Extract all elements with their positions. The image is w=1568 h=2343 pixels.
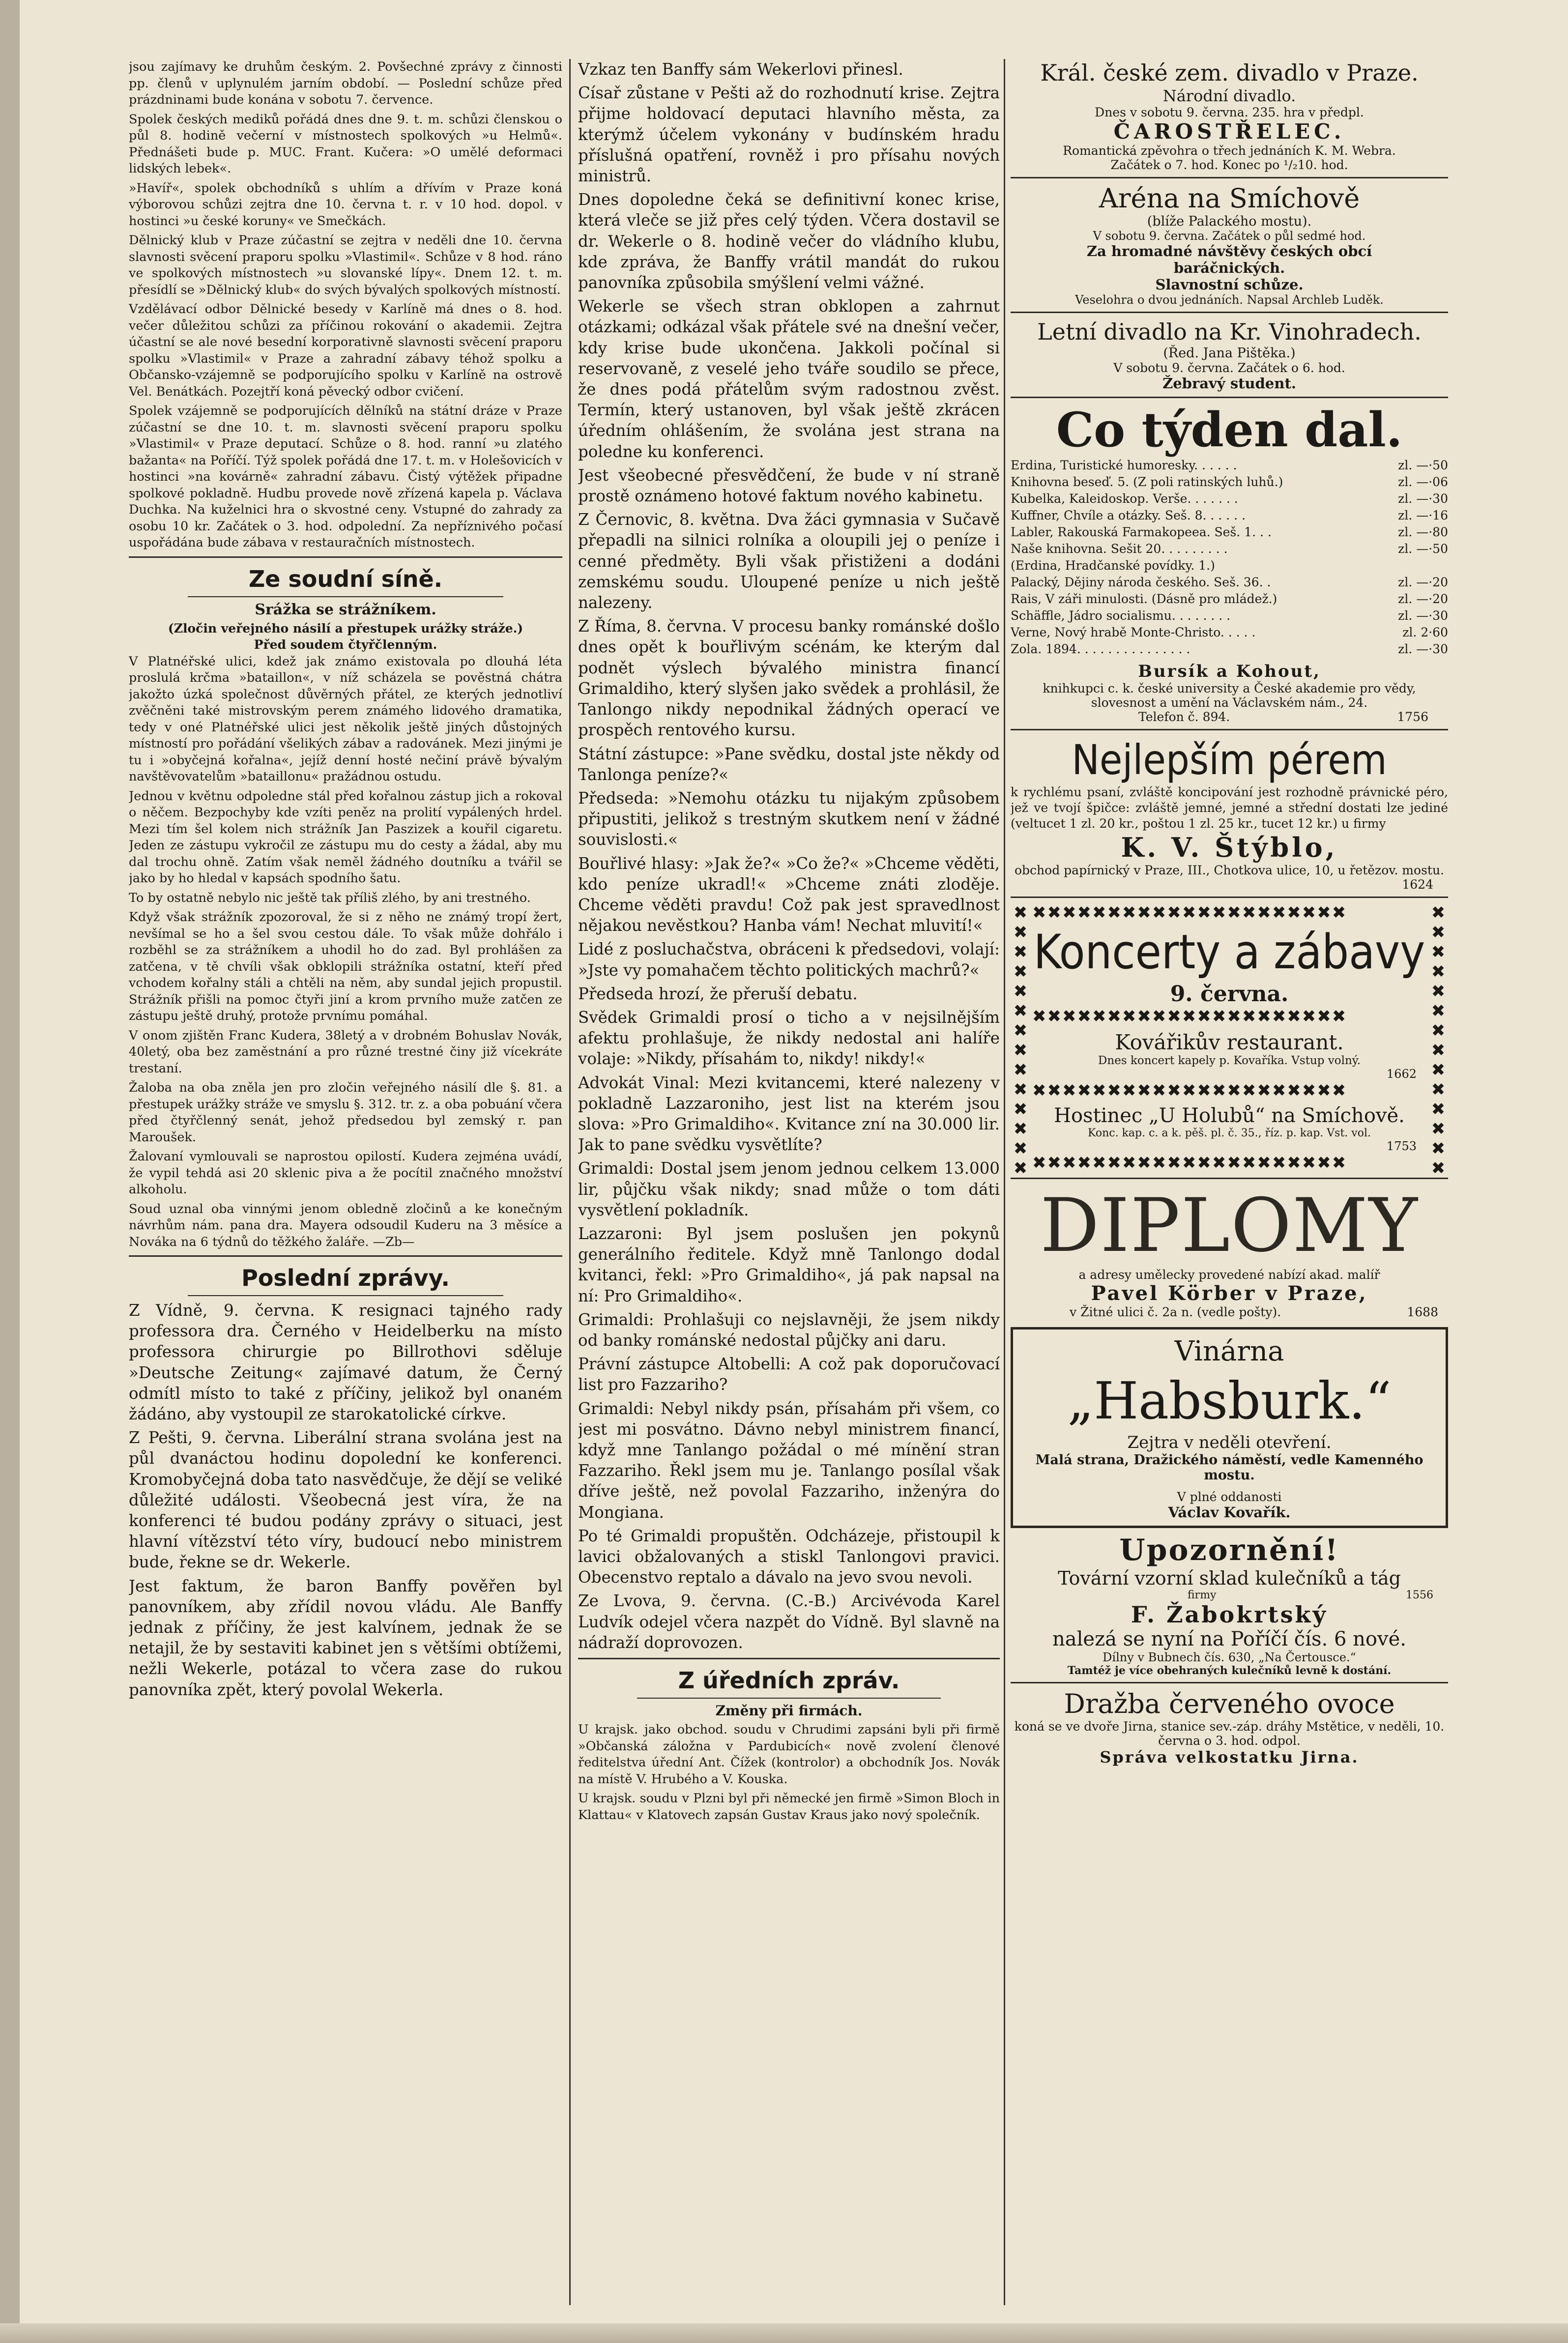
book-title: Palacký, Dějiny národa českého. Seš. 36. . — [1011, 575, 1271, 589]
article-title: Srážka se strážníkem. — [255, 601, 436, 618]
paragraph: U krajsk. soudu v Plzni byl při německé jen firmě »Simon Bloch in Klattau« v Klatovech zapsán Gustav Kraus jako nový společník. — [578, 1791, 1000, 1822]
book-title: Naše knihovna. Sešit 20. . . . . . . . . — [1011, 542, 1228, 556]
paragraph: Jednou v květnu odpoledne stál před kořalnou zástup jich a rokoval o něčem. Bezpochyby kde vzíti peněz na prolití vypálených hrdel. Mezi tím šel kolem nich strážník Jan Paszizek a kouřil cigaretu. Jeden ze zástupu vykročil ze zástupu mu do cesty a žádal, aby mu dal trochu ohně. Zatím však neměl žádného doutníku a tvářil se jako by ho hledal v kapsách spodního šatu. — [129, 788, 562, 886]
ad-subtitle: Národní divadlo. — [1162, 87, 1296, 105]
article-title: Změny při firmách. — [715, 1703, 863, 1719]
book-title: Labler, Rakouská Farmakopeea. Seš. 1. . . — [1011, 525, 1272, 539]
book-title: (Erdina, Hradčanské povídky. 1.) — [1011, 558, 1215, 573]
ad-arena-smichov — [1011, 183, 1448, 307]
divider — [188, 596, 503, 597]
book-price: zl. —·30 — [1398, 608, 1448, 623]
page-left-edge — [0, 0, 20, 2343]
ad-address-row — [1011, 1305, 1448, 1319]
section-title-office: Z úředních zpráv. — [678, 1667, 900, 1694]
ad-title: Aréna na Smíchově — [1099, 183, 1360, 214]
divider — [1011, 397, 1448, 398]
decorative-x-border: ✖✖✖✖✖✖✖✖✖✖✖✖✖✖✖✖✖✖✖✖✖ — [1032, 1007, 1347, 1026]
divider — [578, 1658, 1000, 1659]
ad-number: 1753 — [1386, 1139, 1417, 1153]
paragraph: Advokát Vinal: Mezi kvitancemi, které nalezeny v pokladně Lazzaroniho, jest list na kterém jsou slova: »Pro Grimaldiho«. Kvitance zní na 30.000 lir. Jak to pane svědku vysvětlíte? — [578, 1073, 1000, 1155]
ad-national-theatre — [1011, 59, 1448, 172]
ad-line: knihkupci c. k. české university a České akademie pro vědy, slovesnost a umění na Václavském nám., 24. — [1043, 681, 1416, 710]
paragraph: Lazzaroni: Byl jsem poslušen jen pokynů generálního ředitele. Když mně Tanlongo dodal kvitanci, řekl: »Pro Grimaldiho«, já pak napsal na ní: Pro Grimaldiho«. — [578, 1224, 1000, 1305]
ad-number: 1662 — [1386, 1067, 1417, 1081]
paragraph: Právní zástupce Altobelli: A což pak doporučovací list pro Fazzariho? — [578, 1355, 1000, 1394]
ad-number: 1556 — [1406, 1589, 1433, 1601]
section-title-news: Poslední zprávy. — [241, 1265, 450, 1291]
ad-restaurant: Hostinec „U Holubů“ na Smíchově. — [1054, 1104, 1405, 1127]
paragraph: Po té Grimaldi propuštěn. Odcházeje, přistoupil k lavici obžalovaných a stiskl Tanlongovi pravici. Obecenstvo reptalo a dávalo na jevo svou nevoli. — [578, 1526, 1000, 1587]
ad-line: obchod papírnický v Praze, III., Chotkova ulice, 10, u řetězov. mostu. — [1015, 863, 1444, 877]
ad-concerts — [1011, 903, 1448, 1178]
paragraph: Spolek vzájemně se podporujících dělníků na státní dráze v Praze zúčastní se dne 10. t. m. slavnosti svěcení praporu spolku »Vlastimil« v Praze deputací. Schůze o 8. hod. ranní »u zlatého bažanta« na Poříčí. Týž spolek pořádá dne 17. t. m. v Holešovicích v hostinci »na kovárně« zahradní zábavu. Čistý výtěžek připadne spolkové pokladně. Hudbu provede nově zřízená kapela p. Václava Duchka. Na kuželnici hra o skvostné ceny. Vstupné do zahrady za osobu 10 kr. Začátek o 3. hod. odpolední. Za nepříznivého počasí uspořádána bude zábava v restauračních místnostech. — [129, 404, 562, 550]
ad-line: a adresy umělecky provedené nabízí akad. malíř — [1078, 1268, 1380, 1282]
book-row — [1011, 524, 1448, 541]
book-title: Kubelka, Kaleidoskop. Verše. . . . . . . — [1011, 492, 1238, 506]
ad-vinohrady-theatre — [1011, 318, 1448, 392]
ad-address: v Žitné ulici č. 2a n. (vedle pošty). — [1070, 1305, 1281, 1319]
ad-play: Žebravý student. — [1162, 375, 1296, 392]
ad-billiards — [1011, 1533, 1448, 1677]
ad-restaurant: Kovářikův restaurant. — [1115, 1030, 1344, 1054]
ad-firm: F. Žabokrtský — [1131, 1601, 1328, 1628]
ad-line: Dnes koncert kapely p. Kovaříka. Vstup volný. — [1098, 1054, 1361, 1067]
ad-top: Vinárna — [1174, 1335, 1284, 1367]
ad-line: Romantická zpěvohra o třech jednáních K. M. Webra. — [1063, 144, 1396, 158]
divider — [1011, 1682, 1448, 1683]
book-title: Kuffner, Chvíle a otázky. Seš. 8. . . . . . — [1011, 508, 1246, 522]
ad-signature: Správa velkostatku Jirna. — [1100, 1748, 1359, 1766]
paragraph: Žaloba na oba zněla jen pro zločin veřejného násilí dle §. 81. a přestupek urážky stráže ve smyslu §. 312. tr. z. a oba pobuání včera před čtyřčlenný senát, jehož předsedou byl zemský r. pan Maroušek. — [129, 1080, 562, 1145]
divider — [1011, 897, 1448, 898]
divider — [129, 556, 562, 558]
ad-firm: Pavel Körber v Praze, — [1091, 1282, 1368, 1305]
book-row — [1011, 591, 1448, 607]
book-title: Knihovna beseď. 5. (Z poli ratinských luhů.) — [1011, 475, 1283, 489]
book-price: zl. —·80 — [1398, 525, 1448, 539]
paragraph: Z Pešti, 9. června. Liberální strana svolána jest na půl dvanáctou hodinu dopolední ke konferenci. Kromobyčejná doba tato nasvědčuje, že dějí se veliké důležité události. Všeobecná jest víra, že na konferenci té budou podány zprávy o situaci, jest hlavní vítězství této víry, budoucí nebo ministrem bude, řekne se dr. Wekerle. — [129, 1428, 562, 1572]
column-3-advertisements — [1011, 59, 1448, 2320]
ad-number: 1688 — [1407, 1305, 1438, 1319]
ad-firm-row — [1011, 1589, 1448, 1601]
ad-wine-bar — [1011, 1327, 1448, 1528]
paragraph: V Platnéřské ulici, kdež jak známo existovala po dlouhá léta proslulá krčma »bataillon«, v níž scházela se pověstná chátra jakožto úzká společnost důvěrných přátel, ze kterých jednotliví zvěčněni také mistrovským perem známého lidového dramatika, tedy v oné Platnéřské ulici jest několik ještě jiných důstojných místností pro pořádání všelikých zábav a radovánek. Mezi jinými je tu i »obyčejná kořalna«, jejíž denní hosté nečiní právě bývalým navštěvovatelům »bataillonu« pražádnou ostudu. — [129, 654, 562, 784]
paragraph: Když však strážník zpozoroval, že si z něho ne známý tropí žert, nevšímal se ho a šel svou cestou dále. To však může dohřálo i rozběhl se za strážníkem a uhodil ho do zad. Byl prohlášen za zatčena, v tě chvíli však obklopili strážníka ostatní, kteří před vchodem kořalny stáli a chtěli na něm, aby sundal jejich propustil. Strážník přišli na pomoc čtyři jiní a krom prvního muže zatčen ze zástupu ještě druhý, protože prvnímu pomáhal. — [129, 910, 562, 1023]
book-title: Zola. 1894. . . . . . . . . . . . . . . — [1011, 642, 1191, 656]
ad-signature: Václav Kovařík. — [1168, 1504, 1291, 1521]
book-row — [1011, 541, 1448, 557]
paragraph: Soud uznal oba vinnými jenom obledně zločinů a ke konečným návrhům nám. pana dra. Mayera odsoudil Kuderu na 3 měsíce a Nováka na 6 týdnů do těžkého žaláře. —Zb— — [129, 1201, 562, 1249]
ad-play: Slavnostní schůze. — [1155, 276, 1304, 293]
ad-title: „Habsburk.“ — [1067, 1371, 1392, 1431]
book-price: zl. 2·60 — [1402, 625, 1448, 639]
book-price: zl. —·06 — [1398, 475, 1448, 489]
book-row — [1011, 624, 1448, 641]
book-title: Schäffle, Jádro socialismu. . . . . . . . — [1011, 608, 1231, 623]
paragraph: Z Černovic, 8. května. Dva žáci gymnasia v Sučavě přepadli na silnici rolníka a oloupili jej o peníze i cenné předměty. Byli však přistiženi a dodáni zemskému soudu. Uloupené peníze u nich ještě nalezeny. — [578, 510, 1000, 612]
paragraph: To by ostatně nebylo nic ještě tak příliš zlého, by ani trestného. — [129, 890, 531, 905]
article-subtitle: (Zločin veřejného násilí a přestupek urážky stráže.) — [168, 621, 523, 636]
ad-phone-row — [1011, 710, 1448, 724]
divider — [129, 1255, 562, 1257]
divider — [1011, 1178, 1448, 1179]
book-price: zl. —·16 — [1398, 508, 1448, 522]
divider — [637, 1698, 941, 1699]
paragraph: Wekerle se všech stran obklopen a zahrnut otázkami; odkázal však přátele své na dnešní večer, kdy krise bude ukončena. Jakkoli počínal si reservovaně, z veselé jeho tváře soudilo se přece, že dnes podá přátelům svým radostnou zvěst. Termín, který ustanoven, byl však ještě zkrácen úředním ohlášením, že svolána jest strana na poledne ku konferenci. — [578, 297, 1000, 461]
paragraph: Žalovaní vymlouvali se naprostou opilostí. Kudera zejména uvádí, že vypil tehdá asi 20 sklenic piva a že pocítil značného množství alkoholu. — [129, 1149, 562, 1197]
paragraph: »Havíř«, spolek obchodníků s uhlím a dřívím v Praze koná výborovou schůzi zejtra dne 10. června t. r. v 10 hod. dopol. v hostinci »u české koruny« ve Smečkách. — [129, 180, 562, 229]
ad-line: firmy — [1188, 1589, 1217, 1601]
book-price: zl. —·20 — [1398, 575, 1448, 589]
ad-line: Veselohra o dvou jednáních. Napsal Archleb Luděk. — [1075, 293, 1384, 307]
ad-line: Tamtéž je více obehraných kulečníků levně k dostání. — [1067, 1664, 1392, 1677]
ad-pen — [1011, 735, 1448, 892]
book-title: Verne, Nový hrabě Monte-Christo. . . . . — [1011, 625, 1256, 639]
decorative-x-side: ✖ ✖ ✖ ✖ ✖ ✖ ✖ ✖ ✖ ✖ ✖ ✖ ✖ ✖ — [1431, 903, 1446, 1178]
section-title-court: Ze soudní síně. — [248, 565, 443, 592]
paragraph: Ze Lvova, 9. června. (C.-B.) Arcivévoda Karel Ludvík odejel včera nazpět do Vídně. Byl slavně na nádraží doprovozen. — [578, 1591, 1000, 1652]
ad-date: 9. června. — [1170, 982, 1289, 1007]
paragraph: Grimaldi: Dostal jsem jenom jednou celkem 13.000 lir, půjčku však nikdy; snad může o tom dáti vysvětlení pokladník. — [578, 1159, 1000, 1219]
ad-title: Koncerty a zábavy — [1033, 925, 1425, 980]
ad-title: Nejlepším pérem — [1072, 736, 1387, 784]
ad-line: V sobotu 9. června. Začátek o půl sedmé hod. — [1093, 229, 1366, 243]
ad-fruit-auction — [1011, 1688, 1448, 1766]
paragraph: Vzdělávací odbor Dělnické besedy v Karlíně má dnes o 8. hod. večer důležitou schůzi za příčinou rokování o akademii. Zejtra účastní se ale nové besední korporativně slavnosti svěcení praporu spolku »Vlastimil« v Praze a zahradní zábavy téhož spolku a Občansko-vzájemně se podporujícího spolku v Karlíně na ostrově Vel. Benátkách. Pozejtří koná pěvecký odbor cvičení. — [129, 302, 562, 399]
ad-books-week — [1011, 403, 1448, 724]
book-row — [1011, 474, 1448, 491]
divider — [1011, 177, 1448, 178]
book-title: Rais, V záři minulosti. (Dásně pro mládež.) — [1011, 592, 1278, 606]
column-rule-2 — [1004, 59, 1005, 2305]
divider — [1011, 312, 1448, 313]
ad-address: Malá strana, Dražického náměstí, vedle Kamenného mostu. — [1035, 1452, 1423, 1483]
book-row — [1011, 491, 1448, 507]
ad-title: DIPLOMY — [1040, 1183, 1419, 1269]
decorative-x-border: ✖✖✖✖✖✖✖✖✖✖✖✖✖✖✖✖✖✖✖✖✖ — [1032, 1153, 1347, 1173]
book-row — [1011, 457, 1448, 474]
ad-subtitle: Tovární vzorní sklad kulečníků a tág — [1058, 1567, 1401, 1589]
column-1 — [129, 59, 562, 2320]
ad-play: ČAROSTŘELEC. — [1113, 119, 1345, 144]
book-price: zl. —·50 — [1398, 458, 1448, 472]
ad-title: Dražba červeného ovoce — [1064, 1688, 1395, 1719]
ad-line: V plné oddanosti — [1177, 1490, 1282, 1504]
ad-number: 1756 — [1397, 710, 1428, 724]
book-row — [1011, 574, 1448, 591]
paragraph: Jest všeobecné přesvědčení, že bude v ní straně prostě oznámeno hotové faktum nového kabinetu. — [578, 465, 1000, 506]
book-row — [1011, 557, 1448, 574]
ad-title: Letní divadlo na Kr. Vinohradech. — [1037, 318, 1422, 345]
column-2 — [578, 59, 1000, 2320]
decorative-x-side: ✖ ✖ ✖ ✖ ✖ ✖ ✖ ✖ ✖ ✖ ✖ ✖ ✖ ✖ — [1013, 903, 1028, 1178]
divider — [188, 1295, 503, 1296]
ad-line: Konc. kap. c. a k. pěš. pl. č. 35., říz. p. kap. Vst. vol. — [1087, 1127, 1371, 1139]
divider — [1011, 729, 1448, 730]
book-price: zl. —·30 — [1398, 492, 1448, 506]
ad-subtitle: (Řed. Jana Pištěka.) — [1163, 346, 1296, 361]
ad-big-line: nalezá se nyní na Poříčí čís. 6 nové. — [1052, 1628, 1406, 1650]
paragraph: Spolek českých mediků pořádá dnes dne 9. t. m. schůzi členskou o půl 8. hodině večerní v místnostech spolkových »u Helmů«. Přednášeti bude p. MUC. Frant. Kučera: »O umělé deformaci lidských lebek«. — [129, 112, 562, 176]
ad-line: baráčnických. — [1173, 260, 1285, 276]
paragraph: Císař zůstane v Pešti až do rozhodnutí krise. Zejtra přijme holdovací deputaci hlavního města, za kterýmž účelem vykonány v budínském hradu příslušná opatření, rovněž i pro přísahu nových ministrů. — [578, 84, 1000, 186]
book-row — [1011, 507, 1448, 524]
book-list — [1011, 457, 1448, 658]
ad-number: 1624 — [1402, 877, 1433, 892]
ad-line: Dnes v sobotu 9. června. 235. hra v předpl. — [1095, 105, 1364, 119]
paragraph: Vzkaz ten Banffy sám Wekerlovi přinesl. — [578, 60, 903, 79]
ad-title: Upozornění! — [1119, 1533, 1339, 1567]
paragraph: Dělnický klub v Praze zúčastní se zejtra v neděli dne 10. června slavnosti svěcení praporu spolku »Vlastimil«. Schůze v 8 hod. ráno ve spolkových místnostech »u slovanské lípy«. Dnem 12. t. m. přesídlí se »Dělnický klub« do svých bývalých spolkových místností. — [129, 233, 562, 297]
ad-title: Král. české zem. divadlo v Praze. — [1040, 59, 1419, 86]
book-title: Erdina, Turistické humoresky. . . . . . — [1011, 458, 1237, 472]
paragraph: Předseda: »Nemohu otázku tu nijakým způsobem připustiti, jelikož s trestným skutkem není v žádné souvislosti.« — [578, 788, 1000, 849]
page-bottom-edge — [0, 2323, 1568, 2343]
book-price: zl. —·50 — [1398, 542, 1448, 556]
paragraph: Státní zástupce: »Pane svědku, dostal jste někdy od Tanlonga peníze?« — [578, 744, 1000, 784]
paragraph: Jest faktum, že baron Banffy pověřen byl panovníkem, aby zřídil novou vládu. Ale Banffy jednak z příčiny, že jest kalvínem, jednak že se netajil, že by sestaviti kabinet jen s většími obtížemi, nežli Wekerle, potázal to včera zase do rukou panovníka zpět, který povolal Wekerla. — [129, 1576, 562, 1699]
paragraph: U krajsk. jako obchod. soudu v Chrudimi zapsáni byli při firmě »Občanská záložna v Pardubicích« nově zvolení členové ředitelstva úřední Ant. Čížek (kontrolor) a obchodník Jos. Novák na místě V. Hrubého a V. Kouska. — [578, 1722, 1000, 1787]
paragraph: Grimaldi: Prohlašuji co nejslavněji, že jsem nikdy od banky románské nedostal půjčky ani daru. — [578, 1310, 1000, 1350]
book-row — [1011, 607, 1448, 624]
ad-line: V sobotu 9. června. Začátek o 6. hod. — [1113, 361, 1345, 375]
book-row — [1011, 641, 1448, 658]
paragraph: Z Vídně, 9. června. K resignaci tajného rady professora dra. Černého v Heidelberku na místo professora chirurgie po Billrothovi sděluje »Deutsche Zeitung« zajímavé datum, že Černý odmítl místo to také z příčiny, jelikož byl onaném žádáno, aby vystoupil ze starokatolické církve. — [129, 1301, 562, 1424]
ad-line: Začátek o 7. hod. Konec po ¹/₂10. hod. — [1110, 158, 1348, 172]
column-rule-1 — [569, 59, 571, 2305]
paragraph: Dnes dopoledne čeká se definitivní konec krise, která vleče se již přes celý týden. Včera dostavil se dr. Wekerle o 8. hodině večer do vládního klubu, kde zpráva, že Banffy vrátil mandát do rukou panovníka způsobila smýšlení velmi vážné. — [578, 190, 1000, 292]
paragraph: jsou zajímavy ke druhům českým. 2. Povšechné zprávy z činnosti pp. členů v uplynulém jarním období. — Poslední schůze před prázdninami bude konána v sobotu 7. července. — [129, 59, 562, 107]
ad-line: Dílny v Bubnech čís. 630, „Na Čertousce.“ — [1103, 1650, 1356, 1664]
decorative-x-border: ✖✖✖✖✖✖✖✖✖✖✖✖✖✖✖✖✖✖✖✖✖ — [1032, 1081, 1347, 1100]
paragraph: Předseda hrozí, že přeruší debatu. — [578, 984, 858, 1003]
paragraph: Grimaldi: Nebyl nikdy psán, přísahám při všem, co jest mi posvátno. Dávno nebyl ministrem financí, když mne Tanlango požádal o mé mínění stran Fazzariho. Řekl jsem mu je. Tanlango posílal však dříve ještě, než povolal Fazzariho, inženýra do Mongiana. — [578, 1399, 1000, 1522]
ad-title: Co týden dal. — [1056, 402, 1403, 458]
ad-diplomas — [1011, 1184, 1448, 1319]
ad-phone: Telefon č. 894. — [1138, 710, 1230, 724]
ad-firm: K. V. Štýblo, — [1121, 832, 1338, 863]
book-price: zl. —·20 — [1398, 592, 1448, 606]
article-subtitle: Před soudem čtyřčlenným. — [254, 637, 437, 652]
ad-line: koná se ve dvoře Jirna, stanice sev.-záp. dráhy Mstětice, v neděli, 10. června o 3. hod. odpol. — [1014, 1719, 1445, 1748]
paragraph: Z Říma, 8. června. V procesu banky románské došlo dnes opět k bouřlivým scénám, ke kterým dal podnět výslech bývalého ministra financí Grimaldiho, který slyšen jako svědek a prohlásil, že Tanlongo nikdy nepodnikal žádných operací ve prospěch rentového kursu. — [578, 617, 1000, 740]
paragraph: V onom zjištěn Franc Kudera, 38letý a v drobném Bohuslav Novák, 40letý, oba bez zaměstnání a pro různé trestné činy již vícekráte trestaní. — [129, 1028, 562, 1076]
ad-firm: Bursík a Kohout, — [1138, 662, 1321, 681]
paragraph: Lidé z posluchačstva, obráceni k předsedovi, volají: »Jste vy pomahačem těchto politických machrů?« — [578, 940, 1000, 980]
paragraph: Svědek Grimaldi prosí o ticho a v nejsilnějším afektu prohlašuje, že nikdy nedostal ani halíře volaje: »Nikdy, přísahám to, nikdy! nikdy!« — [578, 1008, 1000, 1069]
book-price: zl. —·30 — [1398, 642, 1448, 656]
ad-subtitle: (blíže Palackého mostu). — [1147, 214, 1312, 229]
ad-text: k rychlému psaní, zvláště koncipování jest rozhodně právnické péro, jež ve tvojí špičce: zvláště jemné, jemné a střední dostati lze jediné (veltucet 1 zl. 20 kr., poštou 1 zl. 25 kr., tucet 12 kr.) u firmy — [1011, 785, 1448, 831]
decorative-x-border: ✖✖✖✖✖✖✖✖✖✖✖✖✖✖✖✖✖✖✖✖✖ — [1032, 903, 1347, 923]
ad-subtitle: Zejtra v neděli otevření. — [1127, 1433, 1332, 1452]
paragraph: Bouřlivé hlasy: »Jak že?« »Co že?« »Chceme věděti, kdo peníze ukradl!« »Chceme znáti zloděje. Chceme věděti pravdu! Což pak jest spravedlnost nějakou nevěstkou? Hanba vám! Nechat mluvití!« — [578, 854, 1000, 935]
ad-line: Za hromadné návštěvy českých obcí — [1086, 243, 1372, 260]
